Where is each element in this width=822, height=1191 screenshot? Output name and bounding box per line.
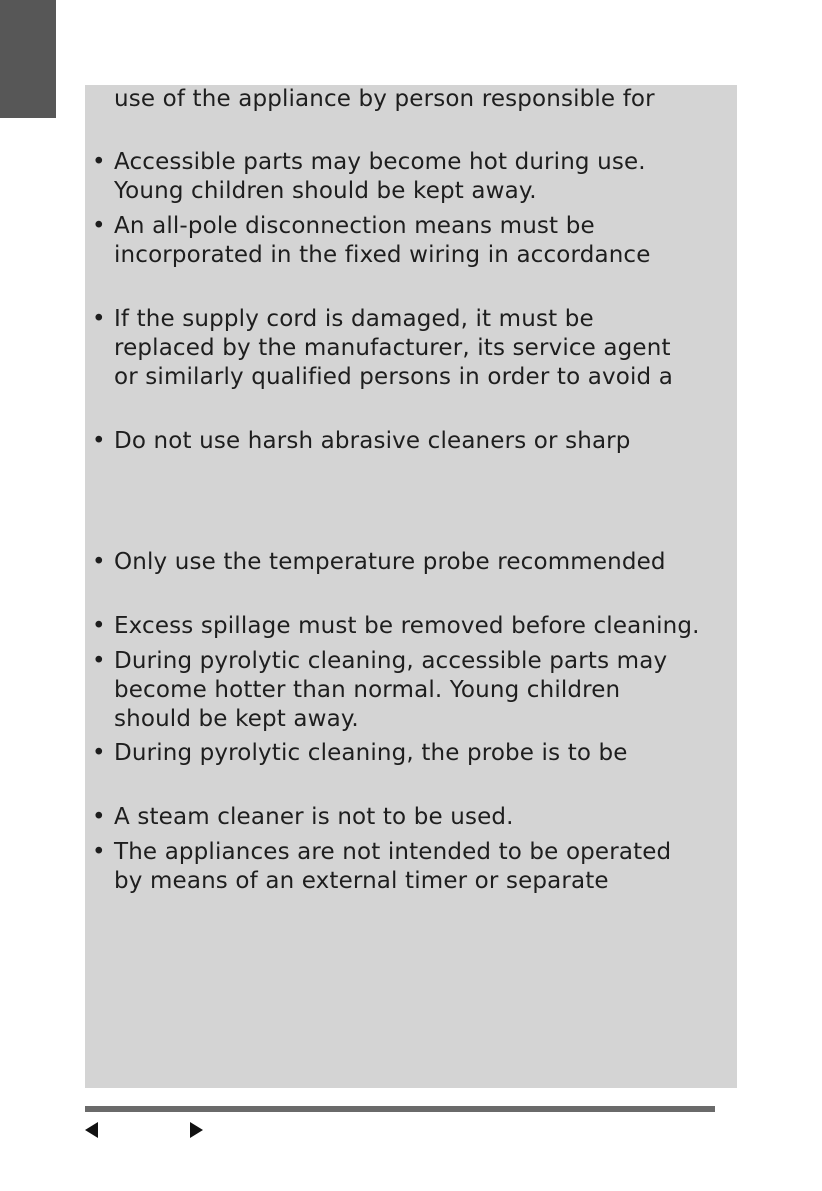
instruction-line: replaced by the manufacturer, its service agent [114, 335, 671, 361]
instruction-line: During pyrolytic cleaning, accessible parts may [114, 648, 668, 674]
footer-divider [85, 1106, 715, 1112]
instruction-line: Excess spillage must be removed before cleaning. [114, 613, 700, 639]
next-page-icon[interactable] [190, 1122, 203, 1138]
bullet-icon: • [92, 213, 106, 239]
instruction-line: An all-pole disconnection means must be [114, 213, 595, 239]
instruction-line: Young children should be kept away. [114, 178, 537, 204]
instruction-line: should be kept away. [114, 706, 359, 732]
bullet-icon: • [92, 613, 106, 639]
bullet-icon: • [92, 306, 106, 332]
instruction-line: become hotter than normal. Young children [114, 677, 621, 703]
instruction-line: Accessible parts may become hot during use. [114, 149, 646, 175]
instruction-line: During pyrolytic cleaning, the probe is to be [114, 740, 628, 766]
bullet-icon: • [92, 549, 106, 575]
bullet-icon: • [92, 149, 106, 175]
instruction-line: If the supply cord is damaged, it must be [114, 306, 594, 332]
instruction-line: Only use the temperature probe recommended [114, 549, 666, 575]
bullet-icon: • [92, 839, 106, 865]
instruction-line: Do not use harsh abrasive cleaners or sharp [114, 428, 631, 454]
bullet-icon: • [92, 648, 106, 674]
instruction-line: by means of an external timer or separate [114, 868, 609, 894]
previous-page-icon[interactable] [85, 1122, 98, 1138]
bullet-icon: • [92, 740, 106, 766]
bullet-icon: • [92, 428, 106, 454]
bullet-icon: • [92, 804, 106, 830]
instruction-line: use of the appliance by person responsible for [114, 86, 655, 112]
instruction-line: or similarly qualified persons in order to avoid a [114, 364, 673, 390]
instruction-line: incorporated in the fixed wiring in accordance [114, 242, 651, 268]
section-tab [0, 0, 56, 118]
instruction-line: A steam cleaner is not to be used. [114, 804, 514, 830]
instruction-line: The appliances are not intended to be operated [114, 839, 672, 865]
